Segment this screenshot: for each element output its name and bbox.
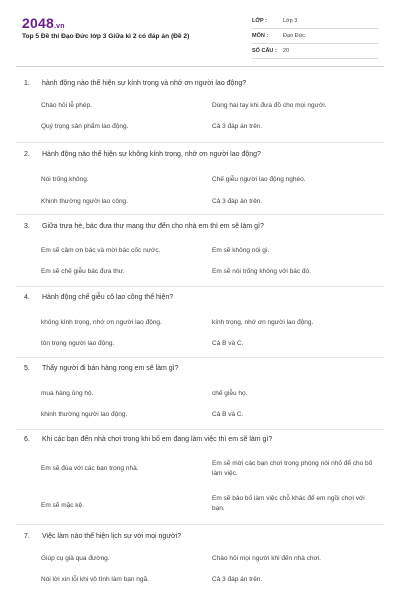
meta-row-count	[252, 44, 378, 59]
question-number: 4.	[24, 294, 30, 301]
meta-label: LỚP :	[252, 18, 267, 24]
question-number: 1.	[24, 80, 30, 87]
question-text: Hành động chế giễu cô lao công thể hiện?	[42, 294, 174, 301]
header-divider	[16, 66, 384, 67]
meta-value: Lớp 3	[283, 18, 298, 24]
question-text: Giữa trưa hè, bác đưa thư mang thư đến cho nhà em thì em sẽ làm gì?	[42, 223, 264, 230]
document-title: Top 5 Đề thi Đạo Đức lớp 3 Giữa kì 2 có đáp án (Đề 2)	[22, 33, 190, 40]
question-number: 7.	[24, 533, 30, 540]
question-divider	[16, 429, 384, 430]
option-a[interactable]: Giúp cụ già qua đường.	[41, 555, 110, 562]
question-divider	[16, 357, 384, 358]
option-d[interactable]: Cả 3 đáp án trên.	[212, 198, 263, 205]
option-a[interactable]: không kính trọng, nhớ ơn người lao động.	[41, 319, 162, 326]
option-d[interactable]: Em sẽ bảo bố làm việc chỗ khác để em ngồi chơi với bạn.	[212, 495, 365, 512]
option-c[interactable]: Nói lời xin lỗi khi vô tình làm bạn ngã.	[41, 576, 149, 583]
option-d[interactable]: Cả B và C.	[212, 340, 244, 347]
question-divider	[16, 524, 384, 525]
meta-row-subject	[252, 29, 378, 44]
option-b[interactable]: Dùng hai tay khi đưa đồ cho mọi người.	[212, 102, 327, 109]
option-c[interactable]: Em sẽ mặc kệ.	[41, 502, 84, 509]
option-a[interactable]: Nói trống không.	[41, 176, 89, 183]
question-text: Hành động nào thể hiện sự không kính trọng, nhớ ơn người lao động?	[42, 151, 261, 158]
logo-suffix: .vn	[53, 23, 65, 30]
question-text: Khi các bạn đến nhà chơi trong khi bố em đang làm việc thì em sẽ làm gì?	[42, 436, 273, 443]
option-c[interactable]: Quý trọng sản phẩm lao động.	[41, 123, 129, 130]
option-c[interactable]: Khinh thường người lao công.	[41, 198, 128, 205]
option-b[interactable]: Em sẽ không nói gì.	[212, 247, 270, 254]
option-c[interactable]: Em sẽ chế giễu bác đưa thư.	[41, 268, 125, 275]
question-divider	[16, 214, 384, 215]
question-number: 2.	[24, 151, 30, 158]
option-a[interactable]: Chào hỏi lễ phép.	[41, 102, 92, 109]
option-d[interactable]: Cả 3 đáp án trên.	[212, 123, 263, 130]
question-number: 3.	[24, 223, 30, 230]
option-a[interactable]: mua hàng ủng hộ.	[41, 390, 94, 397]
option-b[interactable]: kính trọng, nhớ ơn người lao động.	[212, 319, 314, 326]
meta-row-grade	[252, 14, 378, 29]
option-d[interactable]: Cả B và C.	[212, 411, 244, 418]
document-meta	[252, 14, 378, 59]
meta-label: MÔN :	[252, 33, 269, 39]
option-b[interactable]: Em sẽ mời các bạn chơi trong phòng nói nhỏ để cho bố làm việc.	[212, 460, 373, 477]
option-a[interactable]: Em sẽ cảm ơn bác và mời bác cốc nước.	[41, 247, 161, 254]
option-c[interactable]: khinh thường người lao động.	[41, 411, 128, 418]
option-d[interactable]: Cả 3 đáp án trên.	[212, 576, 263, 583]
option-a[interactable]: Em sẽ đùa với các bạn trong nhà.	[41, 465, 139, 472]
option-b[interactable]: Chào hỏi mọi người khi đến nhà chơi.	[212, 555, 321, 562]
meta-value: 20	[283, 48, 290, 54]
meta-value: Đạo Đức	[283, 33, 306, 39]
option-b[interactable]: chế giễu họ.	[212, 390, 248, 397]
question-divider	[16, 286, 384, 287]
question-number: 6.	[24, 436, 30, 443]
question-text: Việc làm nào thể hiện lịch sự với mọi người?	[42, 533, 182, 540]
option-b[interactable]: Chế giễu người lao động nghèo.	[212, 176, 306, 183]
site-logo[interactable]	[22, 15, 65, 31]
option-c[interactable]: tôn trọng người lao động.	[41, 340, 115, 347]
logo-main: 2048	[22, 15, 54, 31]
question-divider	[16, 142, 384, 143]
option-d[interactable]: Em sẽ nói trống không với bác đó.	[212, 268, 311, 275]
question-text: Thấy người đi bán hàng rong em sẽ làm gì?	[42, 365, 179, 372]
question-number: 5.	[24, 365, 30, 372]
question-text: hành động nào thể hiện sự kính trọng và nhớ ơn người lao động?	[42, 80, 247, 87]
document-header	[0, 0, 400, 64]
meta-label: SỐ CÂU :	[252, 48, 277, 54]
